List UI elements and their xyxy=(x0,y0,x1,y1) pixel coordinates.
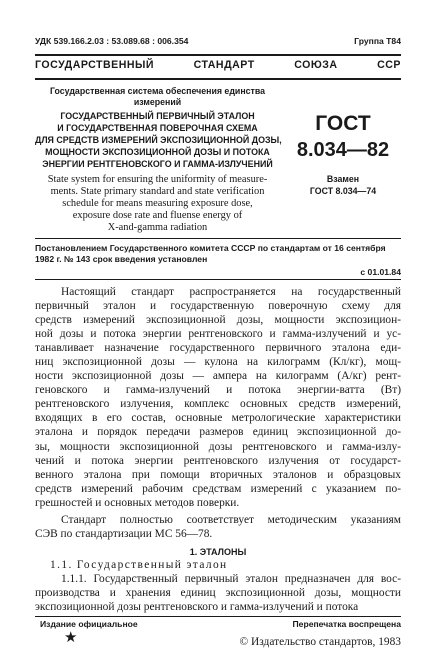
scope-paragraph-line: Настоящий стандарт распространяется на государственный xyxy=(61,286,401,298)
system-line-1: Государственная система обеспечения единства xyxy=(49,86,266,96)
scope-paragraph-line: ности экспозиционной дозы — ампера на килограмм (А/кг) рент- xyxy=(35,370,401,383)
title-rule xyxy=(35,238,401,239)
scope-paragraph-line: эталона и порядок передачи размеров единиц экспозиционной до- xyxy=(35,426,401,439)
system-line-2: измерений xyxy=(133,97,182,107)
copyright: © Издательство стандартов, 1983 xyxy=(239,636,401,648)
reprint-notice: Перепечатка воспрещена xyxy=(292,619,401,629)
scope-paragraph-line: венного эталона при помощи вторичных эталонов и образцовых xyxy=(35,468,401,481)
en-title-line-4: exposure dose rate and fluense energy of xyxy=(72,210,243,221)
footer-rule xyxy=(35,616,401,617)
banner-rule xyxy=(35,78,401,80)
en-title-line-5: X-and-gamma radiation xyxy=(107,222,208,233)
standard-banner: ГОСУДАРСТВЕННЫЙ СТАНДАРТ СОЮЗА ССР xyxy=(35,59,401,71)
ru-title-line-5: ЭНЕРГИИ РЕНТГЕНОВСКОГО И ГАММА-ИЗЛУЧЕНИЙ xyxy=(42,159,273,169)
scope-paragraph-line: средств измерений экспозиционной дозы, мощности экспозицион- xyxy=(35,314,401,327)
en-title-line-2: ments. State primary standard and state verification xyxy=(50,186,265,197)
ru-title-line-4: МОЩНОСТИ ЭКСПОЗИЦИОННОЙ ДОЗЫ И ПОТОКА xyxy=(45,147,270,157)
star-icon: ★ xyxy=(64,628,78,646)
compliance-paragraph-line: Стандарт полностью соответствует методическим указаниям xyxy=(61,514,401,526)
official-edition: Издание официальное xyxy=(40,619,138,629)
ru-title-line-2: И ГОСУДАРСТВЕННАЯ ПОВЕРОЧНАЯ СХЕМА xyxy=(57,123,258,133)
decree-line-2: 1982 г. № 143 срок введения установлен xyxy=(35,254,208,264)
scope-paragraph-line: танавливает назначение государственного первичного эталона еди- xyxy=(35,342,401,355)
ru-title-line-3: ДЛЯ СРЕДСТВ ИЗМЕРЕНИЙ ЭКСПОЗИЦИОННОЙ ДОЗЫ, xyxy=(35,135,282,145)
gost-number: 8.034—82 xyxy=(296,139,390,161)
scope-paragraph-line: ной дозы и потока энергии рентгеновского и гамма-излучений и ус- xyxy=(35,328,401,341)
group-code: Группа Т84 xyxy=(354,36,401,46)
section-heading: 1. ЭТАЛОНЫ xyxy=(189,547,247,557)
compliance-paragraph-line: СЭВ по стандартизации МС 56—78. xyxy=(35,528,213,541)
scope-paragraph-line: рентгеновского излучения, комплекс основных средств измерений, xyxy=(35,398,401,411)
subsection-heading: 1.1. Государственный эталон xyxy=(50,559,228,571)
scope-paragraph-line: средств измерений рабочим средствам измерений с указанием по- xyxy=(35,482,401,495)
scope-paragraph-line: чений и потока энергии рентгеновского излучения от государст- xyxy=(35,454,401,467)
primary-standard-paragraph-line: производства и хранения единиц экспозиционной дозы, мощности xyxy=(35,587,401,600)
replaces-label: Взамен xyxy=(326,174,360,184)
scope-paragraph-line: входящих в его состав, основные метрологические характеристики xyxy=(35,412,401,425)
en-title-line-1: State system for ensuring the uniformity of measure- xyxy=(47,174,268,185)
replaces-value: ГОСТ 8.034—74 xyxy=(309,186,377,196)
decree-rule xyxy=(35,279,401,280)
primary-standard-paragraph-line: экспозиционной дозы рентгеновского и гамма-излучений и потока xyxy=(35,601,359,614)
effective-date: с 01.01.84 xyxy=(360,267,401,277)
udk-code: УДК 539.166.2.03 : 53.089.68 : 006.354 xyxy=(35,36,189,46)
gost-label: ГОСТ xyxy=(315,112,371,135)
primary-standard-paragraph-line: 1.1.1. Государственный первичный эталон предназначен для вос- xyxy=(61,573,401,585)
decree-line-1: Постановлением Государственного комитета СССР по стандартам от 16 сентября xyxy=(35,243,386,253)
scope-paragraph-line: грешностей и основных методов поверки. xyxy=(35,496,240,509)
top-rule xyxy=(35,54,401,56)
scope-paragraph-line: геновского и гамма-излучений и потока энергии-ватта (Вт) xyxy=(35,384,401,397)
scope-paragraph-line: зы, мощности экспозиционной дозы рентгеновского и гамма-излу- xyxy=(35,440,401,453)
scope-paragraph-line: первичный эталон и государственную поверочную схему для xyxy=(35,300,401,313)
ru-title-line-1: ГОСУДАРСТВЕННЫЙ ПЕРВИЧНЫЙ ЭТАЛОН xyxy=(60,111,255,121)
scope-paragraph-line: ниц экспозиционной дозы — кулона на килограмм (Кл/кг), мощ- xyxy=(35,356,401,369)
en-title-line-3: schedule for means measuring exposure dose, xyxy=(62,198,253,209)
